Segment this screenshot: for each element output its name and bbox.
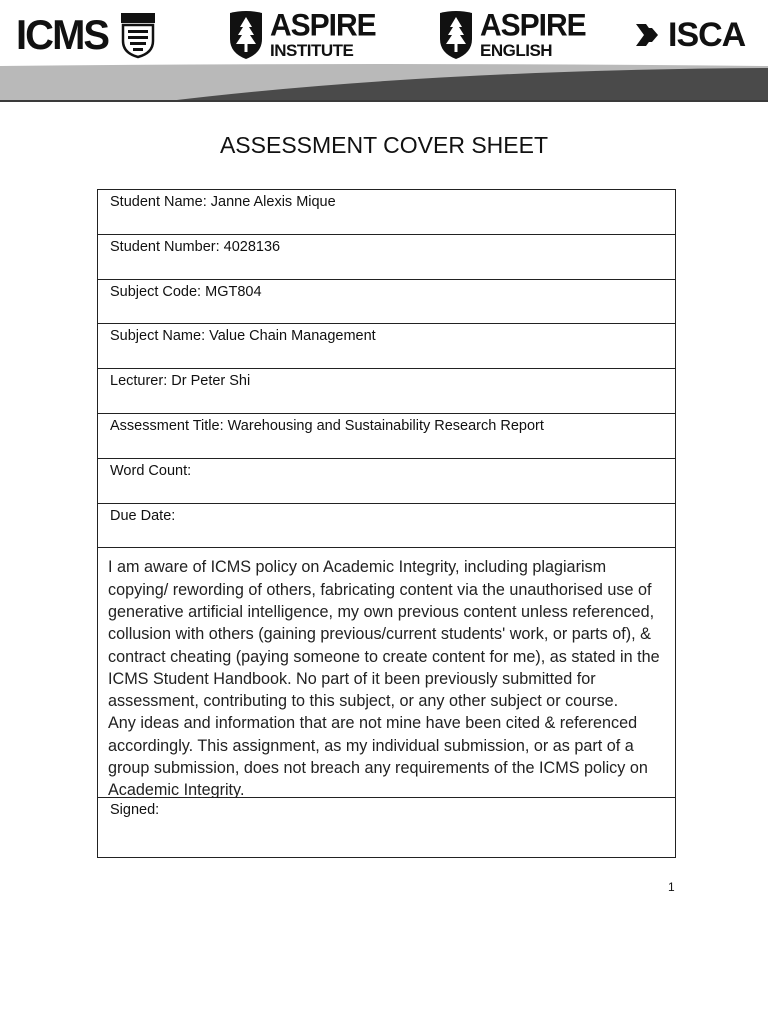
declaration-paragraph: I am aware of ICMS policy on Academic Integrity, including plagiarism copying/ rewording of others, fabricating content via the unauthorised use of generative artificial intelligence, my own previous content unless referenced, collusion with others (gaining previous/current students' work, or parts of), & contract cheating (paying someone to create content for me), as stated in the ICMS Student Handbook. No part of it been previously submitted for assessment, contributing to this subject, or any other subject or course.	[108, 558, 660, 711]
isca-logo-text: ISCA	[668, 15, 746, 54]
aspire-english-logo	[438, 6, 586, 64]
page-number: 1	[668, 880, 675, 894]
header-swoosh-band	[0, 64, 768, 104]
aspire-word: ASPIRE	[270, 8, 376, 43]
cover-sheet-table	[97, 189, 676, 858]
chevron-mark-icon	[634, 20, 664, 50]
lecturer-row: Lecturer: Dr Peter Shi	[98, 369, 675, 414]
assessment-title-row: Assessment Title: Warehousing and Sustainability Research Report	[98, 414, 675, 459]
crest-icon	[119, 11, 157, 59]
aspire-word: ASPIRE	[480, 8, 586, 43]
subject-code-row: Subject Code: MGT804	[98, 280, 675, 325]
signed-row: Signed:	[110, 802, 160, 819]
due-date-row: Due Date:	[98, 504, 675, 549]
icms-logo	[16, 6, 157, 64]
declaration-paragraph: Any ideas and information that are not mine have been cited & referenced accordingly. This assignment, as my individual submission, or as part of a group submission, does not breach any requirements of the ICMS policy on Academic Integrity.	[108, 714, 648, 799]
icms-logo-text: ICMS	[16, 11, 109, 58]
academic-integrity-declaration	[98, 548, 675, 798]
pine-shield-icon	[228, 9, 264, 61]
isca-logo	[634, 6, 745, 64]
institute-word: INSTITUTE	[270, 41, 354, 60]
word-count-row: Word Count:	[98, 459, 675, 504]
page-title: ASSESSMENT COVER SHEET	[219, 132, 549, 158]
student-name-row: Student Name: Janne Alexis Mique	[98, 190, 675, 235]
pine-shield-icon	[438, 9, 474, 61]
aspire-institute-logo	[228, 6, 376, 64]
english-word: ENGLISH	[480, 41, 553, 60]
header-logo-band	[0, 0, 768, 110]
student-number-row: Student Number: 4028136	[98, 235, 675, 280]
subject-name-row: Subject Name: Value Chain Management	[98, 324, 675, 369]
